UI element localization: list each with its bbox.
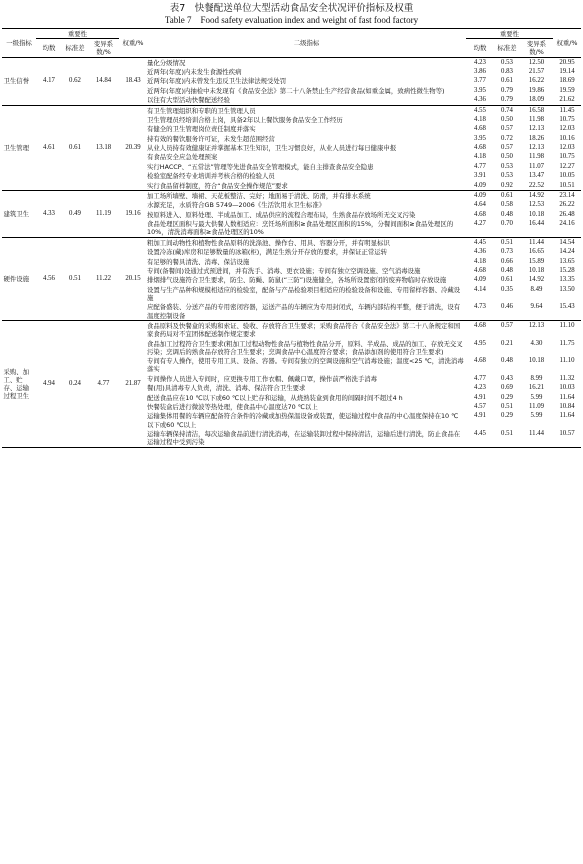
level1-name: 硬件设施 <box>3 275 30 284</box>
level2-cv: 15.89 <box>528 257 545 265</box>
level2-weight: 19.14 <box>559 67 575 75</box>
level2-weight: 10.57 <box>559 429 575 437</box>
level2-weight: 26.22 <box>559 201 575 209</box>
level2-weight: 11.10 <box>559 321 575 329</box>
level2-cv: 21.57 <box>528 67 545 75</box>
level2-sd: 0.66 <box>501 257 513 265</box>
level2-weight: 15.43 <box>559 303 575 311</box>
level2-weight: 13.35 <box>559 276 575 284</box>
level2-mean: 4.55 <box>474 106 486 114</box>
level2-cv: 8.49 <box>530 285 543 293</box>
header-mean-right: 均数 <box>466 39 494 58</box>
level2-weight: 26.48 <box>559 210 575 218</box>
level2-weight: 14.54 <box>559 238 575 246</box>
level2-indicator: 食品处理区面积与最大供餐人数相适应：烹饪场所面积≥食品处理区面积的15%，分餐间面积≥食品处理区的10%，清洗消毒面积≥食品处理区的10% <box>147 220 454 237</box>
level2-mean: 4.77 <box>474 162 486 170</box>
header-importance-right: 重要性 <box>466 29 553 39</box>
table-body <box>2 57 581 447</box>
level1-sd: 0.62 <box>69 77 81 85</box>
level2-cv: 12.50 <box>528 58 545 66</box>
level2-mean: 4.68 <box>474 357 486 365</box>
level2-cv: 16.22 <box>528 77 545 85</box>
level2-weight: 11.64 <box>559 412 575 420</box>
level2-indicator: 专间操作人员进入专间时，应更换专用工作衣帽、佩戴口罩，操作前严格洗手消毒 <box>147 374 378 383</box>
level1-cv: 11.19 <box>95 210 112 218</box>
level1-weight: 19.16 <box>125 210 141 218</box>
level2-indicator: 按原料进入、原料处理、半成品加工、成品供应的流程合理布局，生熟食品存放场所无交叉污染 <box>147 210 416 219</box>
level1-sd: 0.24 <box>62 321 88 448</box>
level2-mean: 4.45 <box>474 429 486 437</box>
level1-mean: 4.61 <box>43 144 55 152</box>
level2-sd: 0.29 <box>501 393 513 401</box>
level2-indicator: 食品原料及快餐盒的采购和索证、验收、存放符合卫生要求；采购食品符合《食品安全法》第二十八条规定和国家食药局对不宜团体配送制作规定要求 <box>147 321 461 339</box>
level2-sd: 0.51 <box>501 429 513 437</box>
level2-sd: 0.50 <box>501 115 513 123</box>
level2-cv: 11.09 <box>528 402 545 410</box>
level2-sd: 0.48 <box>501 357 513 365</box>
level2-sd: 0.61 <box>501 192 513 200</box>
level1-name: 采购、加工、贮存、运输过程卫生 <box>2 321 36 448</box>
level2-weight: 23.14 <box>559 192 575 200</box>
header-importance-left: 重要性 <box>36 29 119 39</box>
level2-indicator: 有食品安全应急处理预案 <box>147 153 218 162</box>
level2-sd: 0.53 <box>501 162 513 170</box>
level2-weight: 10.84 <box>559 402 575 410</box>
level2-indicator: 应配备盛装、分送产品的专用密闭容器，运送产品的车辆应为专用封闭式，车辆内部结构平整，便于清洗，设有温度控制设备 <box>147 303 461 320</box>
table-row <box>2 238 581 248</box>
level2-cv: 18.09 <box>528 96 545 104</box>
level2-cv: 8.99 <box>530 374 543 382</box>
level2-sd: 0.61 <box>501 276 513 284</box>
level2-sd: 0.83 <box>501 67 513 75</box>
evaluation-table <box>2 28 581 448</box>
level2-weight: 11.10 <box>559 357 575 365</box>
level2-sd: 0.48 <box>501 266 513 274</box>
level2-weight: 20.95 <box>559 58 575 66</box>
level2-cv: 4.30 <box>530 339 543 347</box>
level2-cv: 9.64 <box>530 303 543 311</box>
level2-cv: 5.99 <box>530 393 543 401</box>
level2-mean: 4.68 <box>474 144 486 152</box>
level2-cv: 12.13 <box>528 125 545 133</box>
level2-cv: 16.65 <box>528 248 545 256</box>
level2-mean: 4.23 <box>474 58 486 66</box>
level2-mean: 4.91 <box>474 393 486 401</box>
level2-weight: 21.62 <box>559 96 575 104</box>
table-row <box>2 105 581 115</box>
header-sd-left: 标准差 <box>62 39 88 58</box>
header-mean-left: 均数 <box>36 39 62 58</box>
level1-weight: 18.43 <box>125 77 141 85</box>
level2-weight: 10.75 <box>559 115 575 123</box>
level2-sd: 0.92 <box>501 181 513 189</box>
level2-indicator: 有卫生管理组织和专职的卫生管理人员 <box>147 106 256 115</box>
level2-cv: 10.18 <box>528 357 545 365</box>
level2-indicator: 餐(用)具清毒专人负责，清洗、消毒、保洁符合卫生要求 <box>147 384 306 393</box>
level2-sd: 0.29 <box>501 412 513 420</box>
level2-weight: 10.75 <box>559 153 575 161</box>
table-caption-cn: 表7 快餐配送单位大型活动食品安全状况评价指标及权重 <box>169 3 414 14</box>
level2-weight: 12.03 <box>559 125 575 133</box>
level2-indicator: 设置与生产品种和规模相适应的检验室，配备与产品检验项目相适应的检验设备和设施、专用留样容器、冷藏设施 <box>147 285 461 302</box>
level2-sd: 0.46 <box>501 303 513 311</box>
level2-indicator: 运输集体用餐的车辆应配备符合条件的冷藏或加热保温设备或装置，使运输过程中食品的中心温度保持在10 ℃以下或60 ℃以上 <box>147 412 459 429</box>
level2-mean: 4.27 <box>474 220 486 228</box>
level2-indicator: 快餐装盒后进行微波等热处理，使食品中心温度达70 ℃以上 <box>147 402 318 411</box>
level2-weight: 10.05 <box>559 172 575 180</box>
level2-indicator: 有健全的卫生管理岗位责任制度并落实 <box>147 125 256 134</box>
level1-weight: 20.15 <box>125 275 141 283</box>
level2-weight: 19.59 <box>559 86 575 94</box>
level1-cv: 11.22 <box>95 275 112 283</box>
level2-cv: 22.52 <box>528 181 545 189</box>
level2-weight: 12.03 <box>559 144 575 152</box>
level2-weight: 11.32 <box>559 374 575 382</box>
level2-indicator: 实行HACCP、“五常法”管理等先进食品安全管理模式，能自主排查食品安全隐患 <box>147 162 374 171</box>
level1-name: 卫生信誉 <box>3 77 30 86</box>
level2-mean: 4.36 <box>474 96 486 104</box>
level2-sd: 0.51 <box>501 402 513 410</box>
level2-sd: 0.21 <box>501 339 513 347</box>
level2-sd: 0.43 <box>501 374 513 382</box>
level2-sd: 0.74 <box>501 106 513 114</box>
level2-weight: 14.24 <box>559 248 575 256</box>
level2-indicator: 运输车辆保持清洁，每次运输食品前进行清洗消毒，在运输装卸过程中保持清洁，运输后进行清洗，防止食品在运输过程中受到污染 <box>147 429 461 447</box>
level2-sd: 0.57 <box>501 125 513 133</box>
level2-sd: 0.58 <box>501 201 513 209</box>
level2-mean: 4.73 <box>474 303 486 311</box>
header-cv-left: 变异系数/% <box>88 39 119 58</box>
level2-mean: 3.91 <box>474 172 486 180</box>
level2-indicator: 以往有大型活动快餐配送经验 <box>147 96 231 105</box>
level2-mean: 4.14 <box>474 285 486 293</box>
level2-mean: 4.18 <box>474 115 486 123</box>
level2-sd: 0.51 <box>501 238 513 246</box>
level2-mean: 4.68 <box>474 321 486 329</box>
level2-cv: 12.53 <box>528 201 545 209</box>
level2-cv: 14.92 <box>528 276 545 284</box>
header-cv-right: 变异系数/% <box>520 39 553 58</box>
level2-weight: 24.16 <box>559 220 575 228</box>
level2-cv: 16.58 <box>528 106 545 114</box>
level2-sd: 0.70 <box>501 220 513 228</box>
table-row <box>2 57 581 67</box>
level2-indicator: 有足够的餐具清洗、消毒、保洁设施 <box>147 257 250 266</box>
level2-weight: 11.75 <box>559 339 575 347</box>
level2-mean: 3.86 <box>474 67 486 75</box>
level2-weight: 13.50 <box>559 285 575 293</box>
level2-indicator: 专间有专人操作，使用专用工具、设备、容器。专间有独立的空调设施和空气消毒设施；温度<25 ℃，清洗消毒落实 <box>147 357 464 374</box>
level1-mean: 4.94 <box>36 321 62 448</box>
level1-mean: 4.17 <box>43 77 55 85</box>
level2-sd: 0.50 <box>501 153 513 161</box>
level2-cv: 11.44 <box>528 238 545 246</box>
level2-indicator: 检验室配备经专业培训并考核合格的检验人员 <box>147 172 275 181</box>
level2-indicator: 食品加工过程符合卫生要求(粗加工过程动物性食品与植物性食品分开，原料、半成品、成品的加工、存放无交叉污染；烹调后的熟食品存放符合卫生要求；烹调食品中心温度符合要求；食品添加剂的使用符合卫生要求) <box>147 339 463 356</box>
level2-cv: 11.98 <box>528 115 545 123</box>
level2-indicator: 设置冷冻(藏)库房和足够数量的冰箱(柜)，满足生熟分开存放的要求，并保证正常运转 <box>147 248 388 257</box>
level2-cv: 18.26 <box>528 134 545 142</box>
level2-mean: 4.64 <box>474 201 486 209</box>
level2-indicator: 近两年(年度)内抽检中未发现有《食品安全法》第二十八条禁止生产经营食品(如重金属，致病性微生物等) <box>147 86 445 95</box>
level2-weight: 10.16 <box>559 134 575 142</box>
level2-mean: 4.77 <box>474 374 486 382</box>
level2-indicator: 近两年(年度)内未发生食源性疾病 <box>147 67 242 76</box>
level2-cv: 5.99 <box>530 412 543 420</box>
table-caption-en: Table 7 Food safety evaluation index and weight of fast food factory <box>164 15 419 25</box>
level2-mean: 3.77 <box>474 77 486 85</box>
level1-cv: 4.77 <box>88 321 119 448</box>
header-sd-right: 标准差 <box>494 39 520 58</box>
level2-weight: 13.65 <box>559 257 575 265</box>
level2-sd: 0.48 <box>501 210 513 218</box>
level2-sd: 0.35 <box>501 285 513 293</box>
level2-mean: 4.18 <box>474 153 486 161</box>
level1-weight: 20.39 <box>125 144 141 152</box>
level2-cv: 19.86 <box>528 86 545 94</box>
level2-mean: 4.57 <box>474 402 486 410</box>
level2-indicator: 加工场所墙壁、墙裙、天花板整洁、完好；地面易于清洗、防滑，并有排水系统 <box>147 192 371 201</box>
level2-mean: 4.23 <box>474 384 486 392</box>
level1-mean: 4.56 <box>43 275 55 283</box>
level1-sd: 0.49 <box>69 210 81 218</box>
level2-sd: 0.79 <box>501 96 513 104</box>
level2-mean: 4.68 <box>474 266 486 274</box>
level2-sd: 0.53 <box>501 58 513 66</box>
level2-indicator: 专间(备餐间)设通过式预进间，并有洗手、消毒、更衣设施；专间有独立空调设施、空气消毒设施 <box>147 266 421 275</box>
table-row <box>2 191 581 201</box>
level2-mean: 4.91 <box>474 412 486 420</box>
level2-cv: 10.18 <box>528 266 545 274</box>
level2-sd: 0.72 <box>501 134 513 142</box>
table-row <box>2 321 581 339</box>
level2-sd: 0.57 <box>501 144 513 152</box>
level2-cv: 14.92 <box>528 192 545 200</box>
level2-mean: 4.45 <box>474 238 486 246</box>
level2-indicator: 持有效的餐饮服务许可证，未发生超范围经营 <box>147 134 275 143</box>
level2-mean: 4.36 <box>474 248 486 256</box>
level2-indicator: 量化分级情况 <box>147 58 186 67</box>
level2-sd: 0.57 <box>501 321 513 329</box>
header-weight-left: 权重/% <box>119 29 147 58</box>
level2-cv: 11.44 <box>528 429 545 437</box>
level2-cv: 10.18 <box>528 210 545 218</box>
level2-weight: 12.27 <box>559 162 575 170</box>
level2-cv: 12.13 <box>528 321 545 329</box>
level2-mean: 3.95 <box>474 134 486 142</box>
level1-name: 建筑卫生 <box>3 210 30 219</box>
level2-sd: 0.53 <box>501 172 513 180</box>
level2-cv: 16.44 <box>528 220 545 228</box>
level2-sd: 0.69 <box>501 384 513 392</box>
level2-sd: 0.73 <box>501 248 513 256</box>
level2-weight: 18.69 <box>559 77 575 85</box>
level2-mean: 4.09 <box>474 192 486 200</box>
level1-sd: 0.61 <box>69 144 81 152</box>
header-level1: 一级指标 <box>2 29 36 58</box>
level2-sd: 0.79 <box>501 86 513 94</box>
level2-indicator: 实行食品留样制度，符合“食品安全操作规范”要求 <box>147 181 288 190</box>
header-level2: 二级指标 <box>147 29 466 58</box>
level2-indicator: 粗加工间动物性和植物性食品原料的洗涤池、操作台、用具、容器分开，并有明显标识 <box>147 238 390 247</box>
level2-cv: 12.13 <box>528 144 545 152</box>
level2-indicator: 从业人员持有效健康证并掌握基本卫生知识，卫生习惯良好，从业人员进行每日健康申报 <box>147 144 397 153</box>
level2-mean: 3.95 <box>474 86 486 94</box>
level2-weight: 11.45 <box>559 106 575 114</box>
level1-name: 卫生管理 <box>3 144 30 153</box>
level1-weight: 21.87 <box>119 321 147 448</box>
level2-mean: 4.95 <box>474 339 486 347</box>
level1-cv: 14.84 <box>95 77 112 85</box>
level2-indicator: 排烟排气设施符合卫生要求，防尘、防蝇、防鼠(“三防”)设施健全，各场所设置密闭的废弃物临时存放设施 <box>147 276 447 285</box>
level2-mean: 4.18 <box>474 257 486 265</box>
level2-indicator: 水源充足，水质符合GB 5749—2006《生活饮用水卫生标准》 <box>147 201 326 210</box>
level2-weight: 15.28 <box>559 266 575 274</box>
level2-weight: 10.03 <box>559 384 575 392</box>
level2-mean: 4.09 <box>474 276 486 284</box>
level2-cv: 11.98 <box>528 153 545 161</box>
level2-cv: 13.47 <box>528 172 545 180</box>
level1-mean: 4.33 <box>43 210 55 218</box>
level2-sd: 0.61 <box>501 77 513 85</box>
level2-indicator: 卫生管理员经培训合格上岗，具备2年以上餐饮服务食品安全工作经历 <box>147 115 343 124</box>
header-weight-right: 权重/% <box>553 29 581 58</box>
level2-indicator: 近两年(年度)内未曾发生违反卫生法律法规受处罚 <box>147 77 287 86</box>
level2-mean: 4.09 <box>474 181 486 189</box>
level2-cv: 11.07 <box>528 162 545 170</box>
level2-cv: 16.21 <box>528 384 545 392</box>
level2-weight: 10.51 <box>559 181 575 189</box>
level2-indicator: 配送食品应在10 ℃以下或60 ℃以上贮存和运输，从烧熟装盒到食用的间隔时间不超过4 h <box>147 393 403 402</box>
level2-mean: 4.68 <box>474 210 486 218</box>
level2-mean: 4.68 <box>474 125 486 133</box>
level1-sd: 0.51 <box>69 275 81 283</box>
level2-weight: 11.64 <box>559 393 575 401</box>
level1-cv: 13.18 <box>95 144 112 152</box>
